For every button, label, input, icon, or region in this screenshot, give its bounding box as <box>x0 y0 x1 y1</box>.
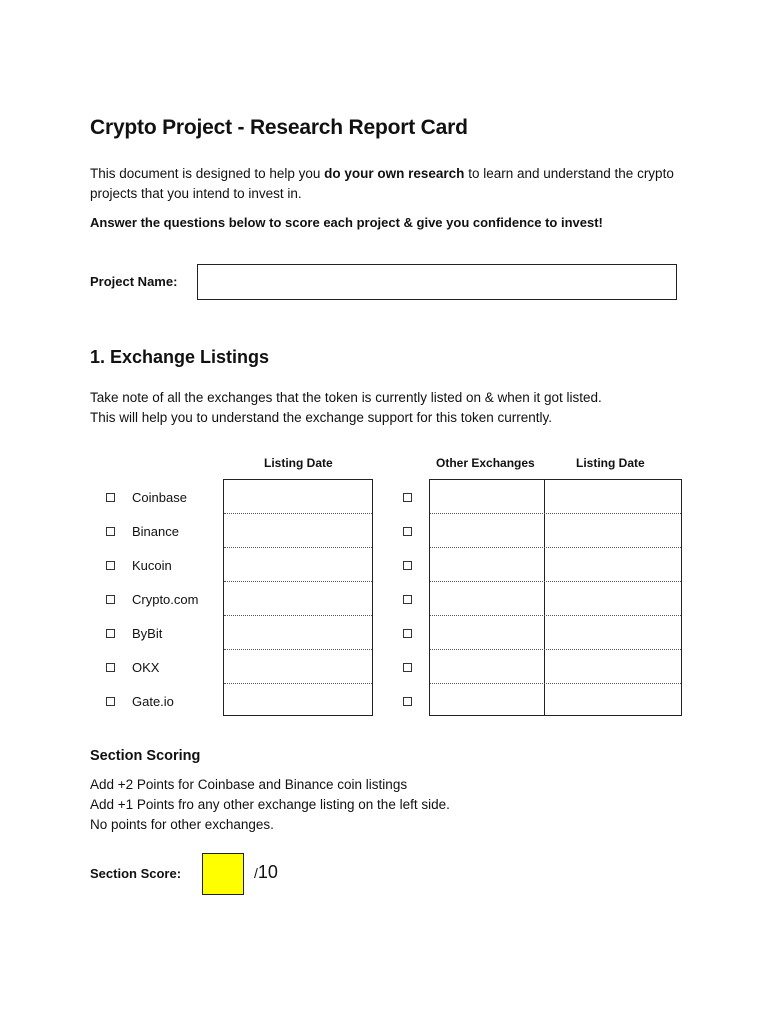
exchange-row-kucoin <box>106 548 172 582</box>
exchange-row-crypto-com <box>106 582 198 616</box>
project-name-field[interactable] <box>197 264 677 300</box>
other-exchange-row[interactable] <box>430 480 681 514</box>
listing-date-cell[interactable] <box>224 548 372 582</box>
other-exchange-row[interactable] <box>430 582 681 616</box>
instruction-text: Answer the questions below to score each project & give you confidence to invest! <box>90 215 603 230</box>
listing-date-cell[interactable] <box>224 616 372 650</box>
exchange-row-gate-io <box>106 684 174 718</box>
section-description-line-2: This will help you to understand the exchange support for this token currently. <box>90 410 553 425</box>
score-max-value: 10 <box>257 862 278 882</box>
listing-date-table <box>223 479 373 716</box>
checkbox-other-exchange[interactable] <box>403 663 412 672</box>
column-header-listing-date-right: Listing Date <box>576 456 645 470</box>
section-description-line-1: Take note of all the exchanges that the token is currently listed on & when it got listed. <box>90 390 602 405</box>
exchange-row-coinbase <box>106 480 187 514</box>
project-name-label: Project Name: <box>90 274 178 289</box>
checkbox-other-exchange[interactable] <box>403 493 412 502</box>
checkbox-other-exchange[interactable] <box>403 561 412 570</box>
exchange-name: OKX <box>132 659 160 675</box>
score-slash: / <box>254 865 258 881</box>
section-score-max <box>254 862 278 883</box>
checkbox-other-exchange[interactable] <box>403 527 412 536</box>
column-header-listing-date: Listing Date <box>264 456 333 470</box>
exchange-row-bybit <box>106 616 162 650</box>
section-score-field[interactable] <box>202 853 244 895</box>
exchange-row-okx <box>106 650 159 684</box>
checkbox-other-exchange[interactable] <box>403 629 412 638</box>
other-exchange-row[interactable] <box>430 650 681 684</box>
section-score-label: Section Score: <box>90 866 182 881</box>
section-description <box>90 388 710 428</box>
section-scoring-heading: Section Scoring <box>90 748 201 764</box>
checkbox-coinbase[interactable] <box>106 493 115 502</box>
checkbox-bybit[interactable] <box>106 629 115 638</box>
other-exchange-row[interactable] <box>430 548 681 582</box>
exchange-name: Kucoin <box>132 557 172 573</box>
other-exchange-row[interactable] <box>430 514 681 548</box>
checkbox-okx[interactable] <box>106 663 115 672</box>
checkbox-binance[interactable] <box>106 527 115 536</box>
listing-date-cell[interactable] <box>224 480 372 514</box>
intro-text-bold: do your own research <box>324 166 465 181</box>
exchange-name: Coinbase <box>132 489 187 505</box>
exchange-name: Gate.io <box>132 693 174 709</box>
page-title: Crypto Project - Research Report Card <box>90 116 468 139</box>
listing-date-cell[interactable] <box>224 514 372 548</box>
exchange-name: Binance <box>132 523 179 539</box>
other-exchange-row[interactable] <box>430 684 681 715</box>
scoring-rule: Add +1 Points fro any other exchange listing on the left side. <box>90 797 450 812</box>
section-scoring-rules <box>90 775 450 835</box>
exchange-name: ByBit <box>132 625 163 641</box>
intro-text-before: This document is designed to help you <box>90 166 325 181</box>
listing-date-cell[interactable] <box>224 684 372 715</box>
other-exchange-row[interactable] <box>430 616 681 650</box>
scoring-rule: Add +2 Points for Coinbase and Binance coin listings <box>90 777 408 792</box>
intro-text-after: to learn and understand the crypto projects that you intend to invest in. <box>90 166 674 201</box>
exchange-row-binance <box>106 514 179 548</box>
checkbox-other-exchange[interactable] <box>403 697 412 706</box>
section-heading-exchange-listings: 1. Exchange Listings <box>90 347 270 367</box>
intro-paragraph <box>90 164 690 204</box>
column-header-other-exchanges: Other Exchanges <box>436 456 535 470</box>
exchange-name: Crypto.com <box>132 591 199 607</box>
checkbox-kucoin[interactable] <box>106 561 115 570</box>
scoring-rule: No points for other exchanges. <box>90 817 274 832</box>
checkbox-crypto-com[interactable] <box>106 595 115 604</box>
other-exchanges-table <box>429 479 682 716</box>
checkbox-other-exchange[interactable] <box>403 595 412 604</box>
checkbox-gate-io[interactable] <box>106 697 115 706</box>
listing-date-cell[interactable] <box>224 650 372 684</box>
listing-date-cell[interactable] <box>224 582 372 616</box>
